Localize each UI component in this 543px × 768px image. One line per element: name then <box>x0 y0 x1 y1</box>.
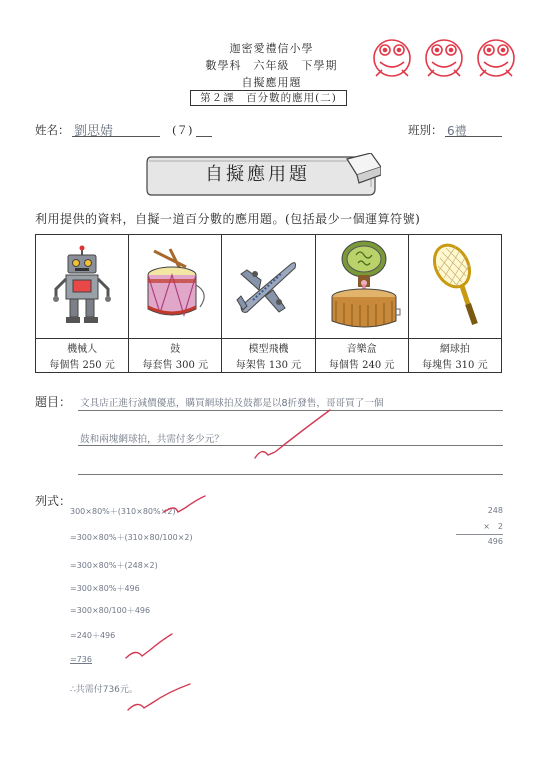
item-price: 每套售 300 元 <box>129 355 222 373</box>
item-name: 模型飛機 <box>222 339 315 356</box>
instruction-text: 利用提供的資料，自擬一道百分數的應用題。(包括最少一個運算符號) <box>35 212 421 226</box>
working-step: 300×80%＋(310×80%×2) <box>70 507 176 516</box>
item-price: 每架售 130 元 <box>222 355 315 373</box>
checkmark-icon <box>126 634 172 658</box>
final-answer: ∴共需付736元。 <box>70 685 138 695</box>
working-step: =300×80%＋496 <box>70 584 140 593</box>
question-line-1: 文具店正進行減價優惠，購買網球拍及鼓都是以8折發售，哥哥買了一個 <box>80 398 384 409</box>
working-step: =300×80%＋(310×80/100×2) <box>70 533 193 542</box>
item-name: 鼓 <box>129 339 222 356</box>
name-value: 劉思婧 <box>74 124 114 139</box>
lesson-title: 第２課 百分數的應用(二) <box>190 90 347 106</box>
class-number: (７) <box>172 123 193 137</box>
item-name: 機械人 <box>36 339 129 356</box>
class-label: 班別： <box>408 123 443 137</box>
side-calc-line: 496 <box>487 537 503 546</box>
working-step: =300×80/100＋496 <box>70 606 151 615</box>
checkmark-icon <box>164 496 205 512</box>
school-name: 迦密愛禮信小學 <box>229 42 314 55</box>
item-price: 每個售 240 元 <box>315 355 408 373</box>
checkmark-icon <box>255 410 330 458</box>
working-step: =300×80%＋(248×2) <box>70 561 158 570</box>
working-label: 列式： <box>35 494 72 508</box>
item-name: 音樂盒 <box>315 339 408 356</box>
name-label: 姓名： <box>35 123 70 137</box>
checkmark-icon <box>128 684 190 710</box>
subject-line: 數學科 六年級 下學期 <box>205 59 338 72</box>
worksheet-title: 自擬應用題 <box>241 76 302 89</box>
item-price: 每塊售 310 元 <box>408 355 501 373</box>
side-calc-line: 248 <box>487 506 503 515</box>
question-label: 題目： <box>35 395 72 409</box>
item-name: 網球拍 <box>408 339 501 356</box>
working-step: =240＋496 <box>70 631 116 640</box>
banner-title: 自擬應用題 <box>205 164 310 185</box>
side-calc-line: × 2 <box>483 522 503 531</box>
class-value: 6禮 <box>447 124 467 138</box>
working-step: =736 <box>70 655 92 664</box>
question-line-2: 鼓和兩塊網球拍，共需付多少元？ <box>80 434 224 445</box>
item-price: 每個售 250 元 <box>36 355 129 373</box>
